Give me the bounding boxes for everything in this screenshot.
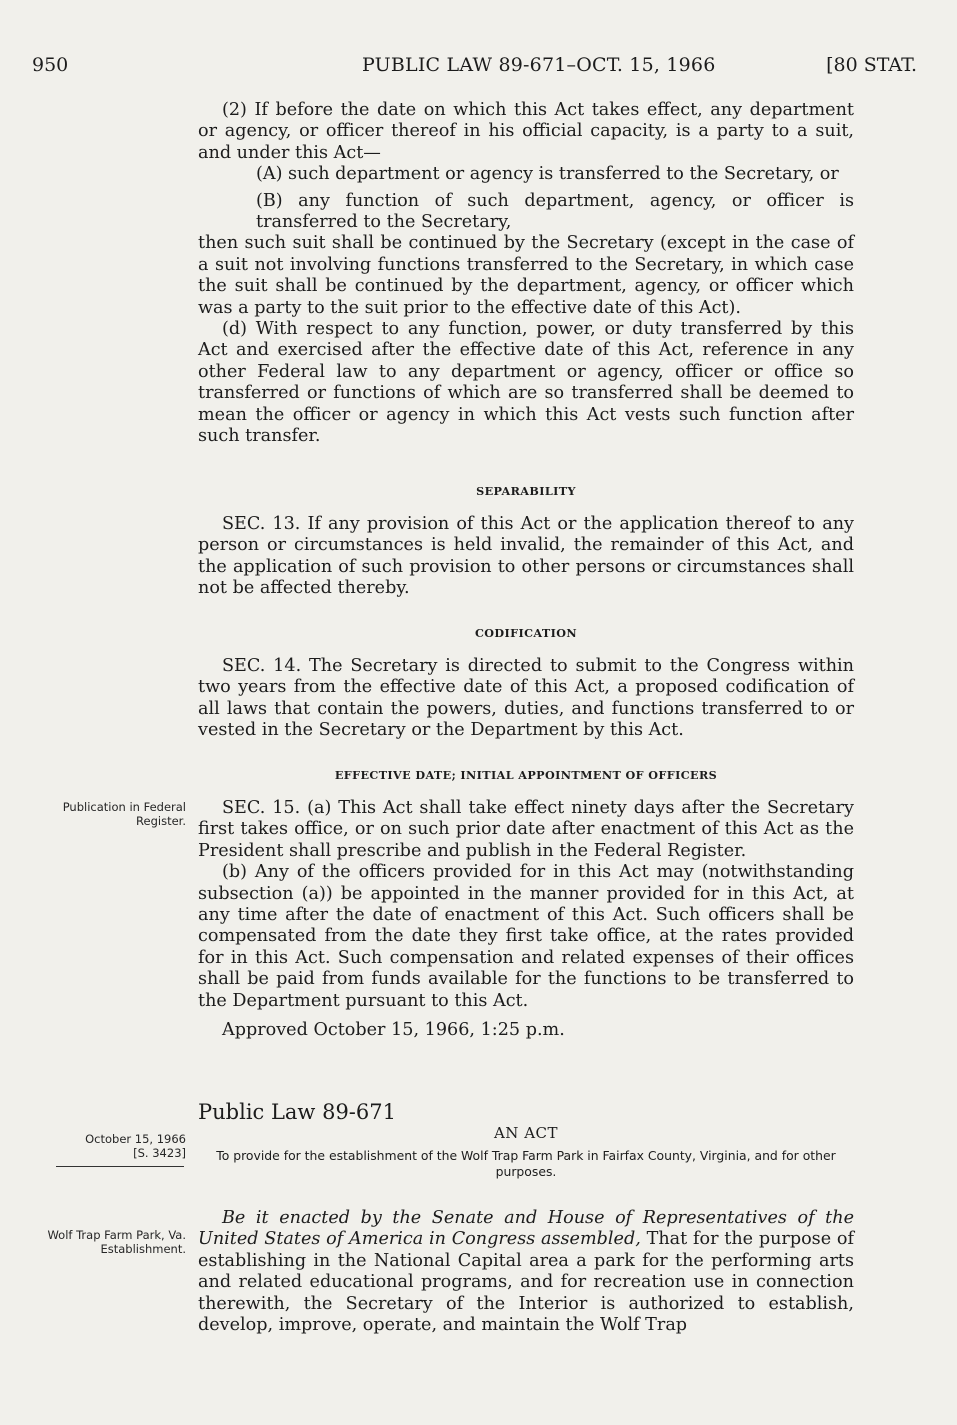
effective-date-heading: EFFECTIVE DATE; INITIAL APPOINTMENT OF OFFICERS	[334, 768, 718, 782]
act-description: To provide for the establishment of the Wolf Trap Farm Park in Fairfax County, Virginia, and for other purposes.	[216, 1148, 836, 1179]
section-14-text: SEC. 14. The Secretary is directed to submit to the Congress within two years from the effective date of this Act, a proposed codification of all laws that contain the powers, duties, and functions transferred to or vested in the Secretary or the Department by this Act.	[198, 656, 854, 741]
paragraph-d: (d) With respect to any function, power, or duty transferred by this Act and exercised after the effective date of this Act, reference in any other Federal law to any department or agency, officer or office so transferred or functions of which are so transferred shall be deemed to mean the officer or agency in which this Act vests such function after such transfer.	[198, 319, 854, 447]
margin-note-wolf-trap: Wolf Trap Farm Park, Va. Establishment.	[47, 1228, 186, 1256]
enacting-clause: Be it enacted by the Senate and House of Representatives of the United States of America in Congress assembled,	[198, 1208, 854, 1250]
public-law-title: Public Law 89-671	[198, 1100, 396, 1124]
page-header	[32, 54, 917, 82]
margin-note-date	[36, 1132, 186, 1160]
section-13	[198, 514, 854, 600]
paragraph-2-a: (A) such department or agency is transferred to the Secretary, or	[256, 164, 839, 185]
codification-heading: CODIFICATION	[474, 626, 578, 640]
enacting-paragraph	[198, 1208, 854, 1336]
running-title: PUBLIC LAW 89-671–OCT. 15, 1966	[362, 54, 716, 76]
approval-line: Approved October 15, 1966, 1:25 p.m.	[222, 1020, 565, 1041]
margin-note-publication: Publication in Federal Register.	[62, 800, 186, 828]
section-13-text: SEC. 13. If any provision of this Act or the application thereof to any person or circumstances is held invalid, the remainder of this Act, and the application of such provision to other persons or circumstances shall not be affected thereby.	[198, 514, 854, 599]
page-number: 950	[32, 54, 69, 76]
paragraph-2-then: then such suit shall be continued by the Secretary (except in the case of a suit not involving functions transferred to the Secretary, in which case the suit shall be continued by the department, agency, or officer which was a party to the suit prior to the effective date of this Act).	[198, 233, 854, 318]
statute-volume: [80 STAT.	[826, 54, 917, 76]
paragraph-2-intro: (2) If before the date on which this Act takes effect, any department or agency, or officer thereof in his official capacity, is a party to a suit, and under this Act—	[198, 100, 854, 163]
margin-rule	[56, 1166, 184, 1167]
enacting-text: That for the purpose of establishing in the National Capital area a park for the performing arts and related educational programs, and for recreation use in connection therewith, the Secretary of the Interior is authorized to establish, develop, improve, operate, and maintain the Wolf Trap	[198, 1229, 854, 1336]
section-15a-text: SEC. 15. (a) This Act shall take effect ninety days after the Secretary first takes office, or on such prior date after enactment of this Act as the President shall prescribe and publish in the Federal Register.	[198, 798, 854, 861]
continued-section	[198, 100, 854, 448]
separability-heading: SEPARABILITY	[476, 484, 576, 498]
section-15	[198, 798, 854, 1041]
section-15b-text: (b) Any of the officers provided for in this Act may (notwithstanding subsection (a)) be appointed in the manner provided for in this Act, at any time after the date of enactment of this Act. Such officers shall be compensated from the date they first take office, at the rates provided for in this Act. Such compensation and related expenses of their offices shall be paid from funds available for the functions to be transferred to the Department pursuant to this Act.	[198, 862, 854, 1011]
an-act-heading: AN ACT	[493, 1124, 559, 1142]
margin-note-bill-number: [S. 3423]	[133, 1146, 186, 1160]
paragraph-2-b: (B) any function of such department, agency, or officer is transferred to the Secretary,	[256, 190, 854, 233]
section-14	[198, 656, 854, 742]
margin-note-date-line: October 15, 1966	[85, 1132, 186, 1146]
